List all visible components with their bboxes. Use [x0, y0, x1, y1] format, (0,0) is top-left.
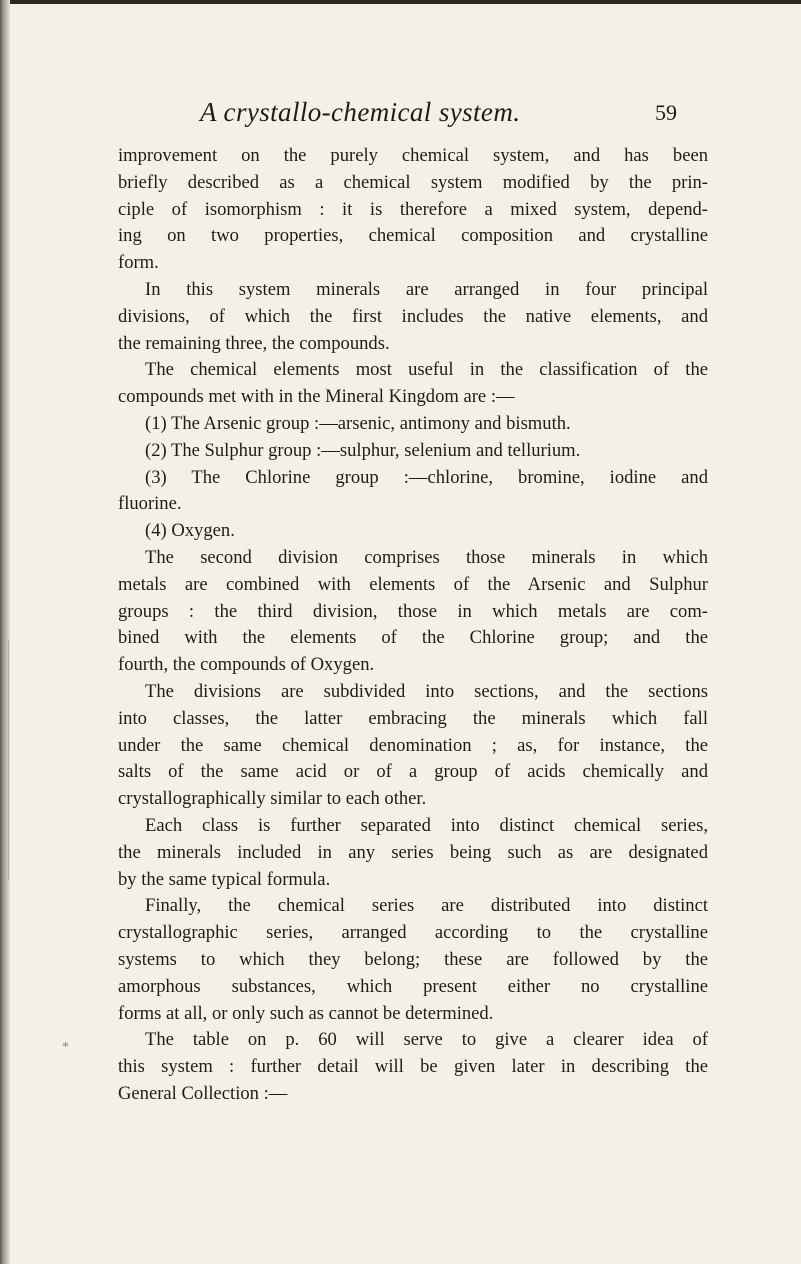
text-line: The chemical elements most useful in the classification of the	[145, 359, 708, 381]
margin-mark: *	[62, 1040, 69, 1055]
text-line: The second division comprises those minerals in which	[145, 546, 708, 568]
page-top-edge	[0, 0, 801, 4]
text-line: General Collection :—	[118, 1082, 288, 1104]
text-line: into classes, the latter embracing the minerals which fall	[118, 707, 708, 729]
text-line: under the same chemical denomination ; as, for instance, the	[118, 734, 708, 756]
text-line: Finally, the chemical series are distributed into distinct	[145, 895, 708, 917]
text-line: systems to which they belong; these are followed by the	[118, 948, 708, 970]
text-line: divisions, of which the first includes the native elements, and	[118, 305, 708, 327]
running-title: A crystallo-chemical system.	[200, 97, 521, 127]
text-line: briefly described as a chemical system modified by the prin-	[118, 171, 708, 193]
page-number: 59	[655, 100, 677, 125]
text-line: bined with the elements of the Chlorine group; and the	[118, 627, 708, 649]
text-line: Each class is further separated into distinct chemical series,	[145, 814, 708, 836]
text-line: fourth, the compounds of Oxygen.	[118, 654, 375, 676]
text-line: ing on two properties, chemical composition and crystalline	[118, 225, 708, 247]
running-header	[0, 97, 801, 133]
text-line: the minerals included in any series being such as are designated	[118, 841, 708, 863]
text-line: (2) The Sulphur group :—sulphur, selenium and tellurium.	[145, 439, 581, 461]
margin-mark	[8, 640, 9, 880]
text-line: compounds met with in the Mineral Kingdom are :—	[118, 386, 515, 408]
text-line: The table on p. 60 will serve to give a clearer idea of	[145, 1029, 708, 1051]
text-line: improvement on the purely chemical system, and has been	[118, 145, 708, 166]
text-line: form.	[118, 252, 159, 274]
binding-edge	[0, 0, 10, 1264]
text-line: the remaining three, the compounds.	[118, 332, 390, 354]
text-line: fluorine.	[118, 493, 182, 515]
text-line: ciple of isomorphism : it is therefore a mixed system, depend-	[118, 198, 708, 220]
body-text	[118, 143, 708, 1108]
text-line: (1) The Arsenic group :—arsenic, antimony and bismuth.	[145, 412, 571, 434]
text-line: crystallographic series, arranged according to the crystalline	[118, 922, 708, 944]
text-line: (3) The Chlorine group :—chlorine, bromine, iodine and	[145, 466, 708, 488]
text-line: In this system minerals are arranged in four principal	[145, 278, 708, 300]
text-line: groups : the third division, those in which metals are com-	[118, 600, 708, 622]
text-line: (4) Oxygen.	[145, 520, 235, 542]
text-line: salts of the same acid or of a group of acids chemically and	[118, 761, 708, 783]
text-line: by the same typical formula.	[118, 868, 331, 890]
text-line: The divisions are subdivided into sections, and the sections	[145, 680, 708, 702]
text-line: crystallographically similar to each other.	[118, 788, 427, 810]
text-line: forms at all, or only such as cannot be determined.	[118, 1002, 494, 1024]
text-line: this system : further detail will be given later in describing the	[118, 1056, 708, 1078]
text-line: amorphous substances, which present either no crystalline	[118, 975, 708, 997]
text-line: metals are combined with elements of the Arsenic and Sulphur	[118, 573, 708, 595]
